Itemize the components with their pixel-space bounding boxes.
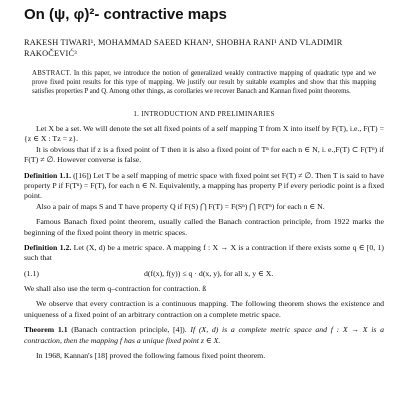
definition-label: Definition 1.2. bbox=[24, 243, 72, 253]
theorem-banach bbox=[24, 325, 384, 346]
equation-1-1 bbox=[24, 266, 384, 282]
paragraph-fixed-point-set: Let X be a set. We will denote the set all fixed points of a self mapping T from X into itself by F(T), i.e., F(T) = {z ∈ X : Tz = z}. bbox=[24, 124, 384, 144]
paragraph-property-q: Also a pair of maps S and T have property Q if F(S) ⋂ F(T) = F(Sⁿ) ⋂ F(Tⁿ) for each n ∈ N. bbox=[36, 201, 325, 211]
definition-label: Definition 1.1. bbox=[24, 170, 72, 180]
author-list bbox=[24, 37, 384, 59]
section-heading: 1. INTRODUCTION AND PRELIMINARIES bbox=[133, 110, 275, 118]
author-line-2: RAKOČEVIĆ³ bbox=[24, 49, 77, 58]
equation-body: d(f(x), f(y)) ≤ q · d(x, y), for all x, y ∈ X. bbox=[144, 269, 274, 279]
theorem-attribution: (Banach contraction principle, [4]). bbox=[71, 325, 187, 335]
definition-text: Let (X, d) be a metric space. A mapping f : X → X is a contraction if there exists some q ∈ [0, 1) such that bbox=[24, 243, 385, 263]
definition-text: ([16]) Let T be a self mapping of metric space with fixed point set F(T) ≠ ∅. Then T is said to have property P if F(Tⁿ) = F(T), for each n ∈ N. Equivalently, a mapping has property P if every periodic point is a fixed point. bbox=[24, 170, 385, 201]
paragraph-fixed-point-iterate: It is obvious that if z is a fixed point of T then it is also a fixed point of Tⁿ for each n ∈ N, i. e.,F(T) ⊂ F(Tⁿ) if F(T) ≠ ∅. However converse is false. bbox=[24, 144, 384, 165]
paragraph-q-contraction: We shall also use the term q–contraction for contraction. ß bbox=[24, 283, 207, 293]
definition-contraction bbox=[24, 243, 384, 264]
abstract bbox=[32, 69, 376, 96]
paragraph-continuity: We observe that every contraction is a continuous mapping. The following theorem shows the existence and uniqueness of a fixed point of an arbitrary contraction on a complete metric space. bbox=[24, 299, 384, 319]
paragraph-kannan: In 1968, Kannan's [18] proved the following famous fixed point theorem. bbox=[36, 350, 266, 360]
author-line-1: RAKESH TIWARI¹, MOHAMMAD SAEED KHAN², SHOBHA RANI¹ AND VLADIMIR bbox=[24, 38, 343, 47]
abstract-label: ABSTRACT. bbox=[32, 70, 72, 77]
paragraph-banach-intro: Famous Banach fixed point theorem, usually called the Banach contraction principle, from 1922 marks the beginning of the fixed point theory in metric spaces. bbox=[24, 217, 384, 237]
equation-number: (1.1) bbox=[24, 269, 39, 279]
theorem-statement: If (X, d) is a complete metric space and f : X → X is a contraction, then the mapping f has a unique fixed point z ∈ X. bbox=[24, 325, 384, 345]
definition-property-p bbox=[24, 171, 384, 202]
theorem-label: Theorem 1.1 bbox=[24, 325, 68, 335]
paper-title: On (ψ, φ)²- contractive maps bbox=[24, 6, 227, 23]
abstract-text: In this paper, we introduce the notion of generalized weakly contractive mapping of quadratic type and we prove fixed point results for this type of mapping. We justify our result by suitable examples and show that this mapping satisfies properties P and Q. Among other things, as corollaries we recover Banach and Kannan fixed point theorems. bbox=[32, 70, 376, 95]
